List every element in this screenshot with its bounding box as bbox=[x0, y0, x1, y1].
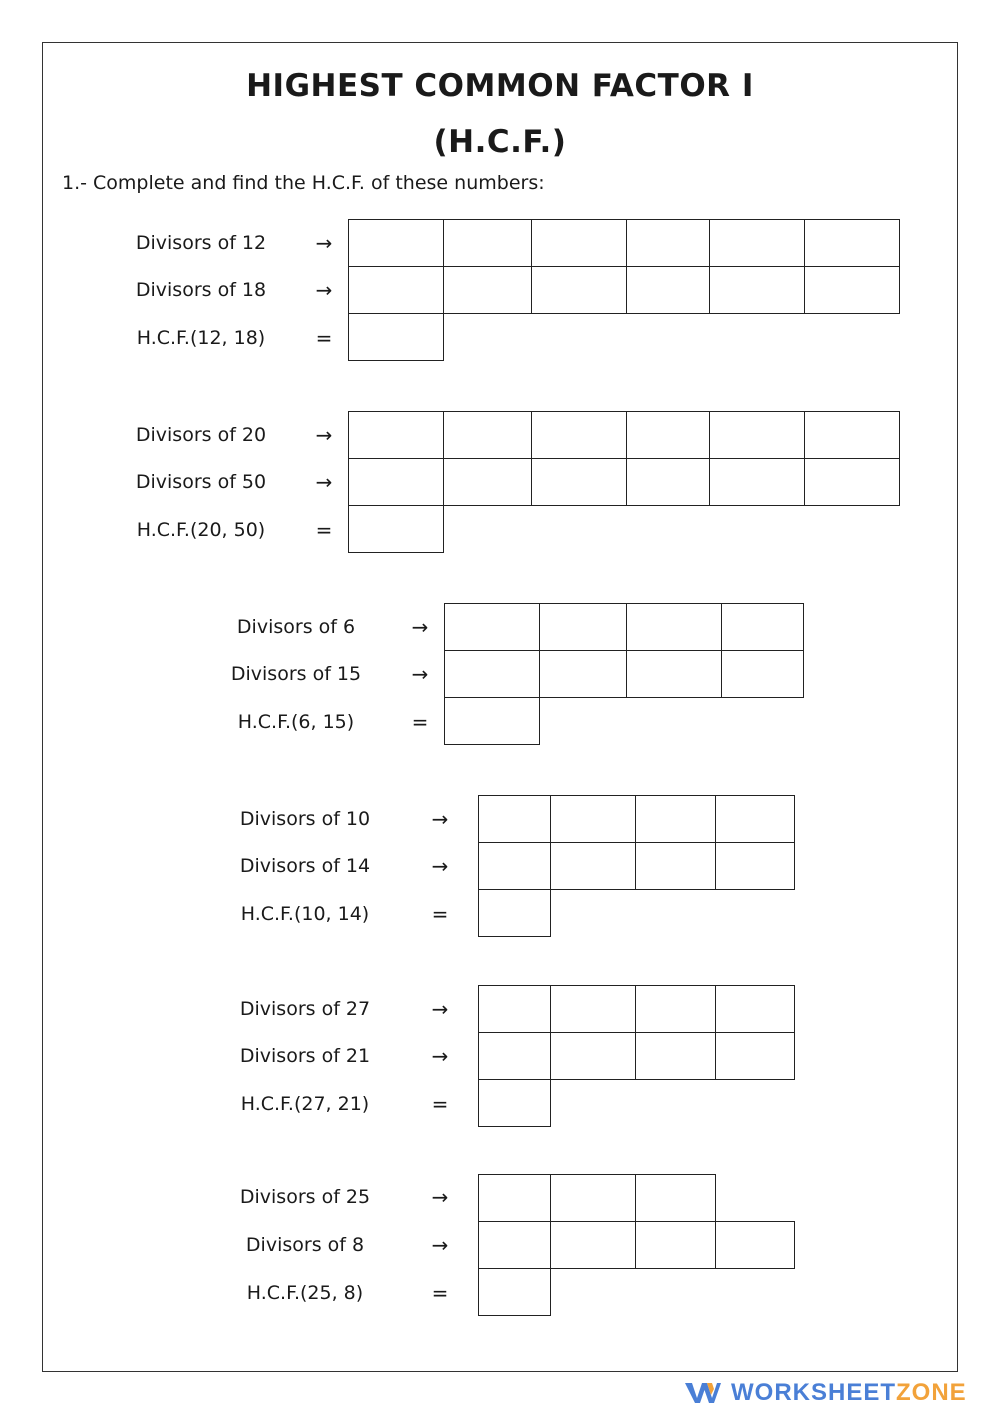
answer-box[interactable] bbox=[626, 266, 710, 314]
arrow-right-icon: → bbox=[315, 278, 333, 302]
answer-box[interactable] bbox=[709, 219, 805, 267]
arrow-right-icon: → bbox=[431, 854, 449, 878]
answer-box[interactable] bbox=[550, 985, 636, 1033]
divisors-label: Divisors of 6 bbox=[236, 616, 356, 638]
hcf-label: H.C.F.(6, 15) bbox=[237, 711, 355, 733]
equals-sign: = bbox=[315, 518, 333, 542]
answer-box[interactable] bbox=[531, 458, 627, 506]
hcf-label: H.C.F.(27, 21) bbox=[240, 1093, 370, 1115]
answer-box[interactable] bbox=[348, 411, 444, 459]
answer-box[interactable] bbox=[444, 650, 540, 698]
divisors-label: Divisors of 8 bbox=[245, 1234, 365, 1256]
answer-box[interactable] bbox=[348, 219, 444, 267]
hcf-answer-box[interactable] bbox=[478, 889, 551, 937]
answer-box[interactable] bbox=[443, 411, 532, 459]
answer-box[interactable] bbox=[478, 985, 551, 1033]
answer-box[interactable] bbox=[626, 650, 722, 698]
arrow-right-icon: → bbox=[431, 1233, 449, 1257]
answer-box[interactable] bbox=[635, 1032, 716, 1080]
arrow-right-icon: → bbox=[411, 662, 429, 686]
answer-box[interactable] bbox=[478, 1174, 551, 1222]
arrow-right-icon: → bbox=[315, 231, 333, 255]
answer-box[interactable] bbox=[715, 1221, 795, 1269]
answer-box[interactable] bbox=[721, 650, 804, 698]
equals-sign: = bbox=[431, 1092, 449, 1116]
answer-box[interactable] bbox=[550, 1174, 636, 1222]
answer-box[interactable] bbox=[635, 795, 716, 843]
answer-box[interactable] bbox=[715, 795, 795, 843]
w-logo-icon bbox=[685, 1381, 721, 1405]
hcf-answer-box[interactable] bbox=[348, 313, 444, 361]
hcf-label: H.C.F.(25, 8) bbox=[246, 1282, 364, 1304]
equals-sign: = bbox=[431, 1281, 449, 1305]
instruction-text: 1.- Complete and find the H.C.F. of these numbers: bbox=[62, 172, 545, 194]
answer-box[interactable] bbox=[635, 985, 716, 1033]
answer-box[interactable] bbox=[478, 1032, 551, 1080]
answer-box[interactable] bbox=[348, 458, 444, 506]
answer-box[interactable] bbox=[478, 842, 551, 890]
hcf-label: H.C.F.(20, 50) bbox=[136, 519, 266, 541]
answer-box[interactable] bbox=[531, 266, 627, 314]
answer-box[interactable] bbox=[804, 411, 900, 459]
hcf-answer-box[interactable] bbox=[444, 697, 540, 745]
arrow-right-icon: → bbox=[315, 470, 333, 494]
arrow-right-icon: → bbox=[411, 615, 429, 639]
divisors-label: Divisors of 14 bbox=[239, 855, 371, 877]
answer-box[interactable] bbox=[804, 219, 900, 267]
hcf-label: H.C.F.(10, 14) bbox=[240, 903, 370, 925]
divisors-label: Divisors of 20 bbox=[135, 424, 267, 446]
arrow-right-icon: → bbox=[431, 1044, 449, 1068]
arrow-right-icon: → bbox=[315, 423, 333, 447]
answer-box[interactable] bbox=[478, 1221, 551, 1269]
answer-box[interactable] bbox=[715, 985, 795, 1033]
answer-box[interactable] bbox=[715, 1032, 795, 1080]
answer-box[interactable] bbox=[550, 1032, 636, 1080]
worksheetzone-watermark bbox=[685, 1373, 1000, 1413]
answer-box[interactable] bbox=[443, 458, 532, 506]
answer-box[interactable] bbox=[635, 1174, 716, 1222]
hcf-answer-box[interactable] bbox=[348, 505, 444, 553]
page-title: HIGHEST COMMON FACTOR I bbox=[246, 68, 754, 104]
answer-box[interactable] bbox=[626, 458, 710, 506]
answer-box[interactable] bbox=[715, 842, 795, 890]
answer-box[interactable] bbox=[539, 603, 627, 651]
divisors-label: Divisors of 50 bbox=[135, 471, 267, 493]
answer-box[interactable] bbox=[348, 266, 444, 314]
answer-box[interactable] bbox=[804, 266, 900, 314]
divisors-label: Divisors of 12 bbox=[135, 232, 267, 254]
hcf-answer-box[interactable] bbox=[478, 1268, 551, 1316]
answer-box[interactable] bbox=[550, 1221, 636, 1269]
answer-box[interactable] bbox=[709, 458, 805, 506]
answer-box[interactable] bbox=[635, 842, 716, 890]
equals-sign: = bbox=[315, 326, 333, 350]
answer-box[interactable] bbox=[635, 1221, 716, 1269]
answer-box[interactable] bbox=[550, 795, 636, 843]
answer-box[interactable] bbox=[443, 266, 532, 314]
arrow-right-icon: → bbox=[431, 1185, 449, 1209]
answer-box[interactable] bbox=[709, 411, 805, 459]
answer-box[interactable] bbox=[539, 650, 627, 698]
equals-sign: = bbox=[411, 710, 429, 734]
divisors-label: Divisors of 10 bbox=[239, 808, 371, 830]
answer-box[interactable] bbox=[626, 603, 722, 651]
answer-box[interactable] bbox=[626, 411, 710, 459]
page-subtitle: (H.C.F.) bbox=[433, 124, 567, 160]
answer-box[interactable] bbox=[444, 603, 540, 651]
answer-box[interactable] bbox=[550, 842, 636, 890]
divisors-label: Divisors of 18 bbox=[135, 279, 267, 301]
answer-box[interactable] bbox=[478, 795, 551, 843]
divisors-label: Divisors of 15 bbox=[230, 663, 362, 685]
divisors-label: Divisors of 27 bbox=[239, 998, 371, 1020]
divisors-label: Divisors of 25 bbox=[239, 1186, 371, 1208]
answer-box[interactable] bbox=[804, 458, 900, 506]
answer-box[interactable] bbox=[443, 219, 532, 267]
divisors-label: Divisors of 21 bbox=[239, 1045, 371, 1067]
answer-box[interactable] bbox=[626, 219, 710, 267]
hcf-answer-box[interactable] bbox=[478, 1079, 551, 1127]
answer-box[interactable] bbox=[721, 603, 804, 651]
arrow-right-icon: → bbox=[431, 997, 449, 1021]
answer-box[interactable] bbox=[531, 219, 627, 267]
hcf-label: H.C.F.(12, 18) bbox=[136, 327, 266, 349]
answer-box[interactable] bbox=[709, 266, 805, 314]
arrow-right-icon: → bbox=[431, 807, 449, 831]
answer-box[interactable] bbox=[531, 411, 627, 459]
watermark-text: WORKSHEETZONE bbox=[731, 1379, 967, 1406]
equals-sign: = bbox=[431, 902, 449, 926]
